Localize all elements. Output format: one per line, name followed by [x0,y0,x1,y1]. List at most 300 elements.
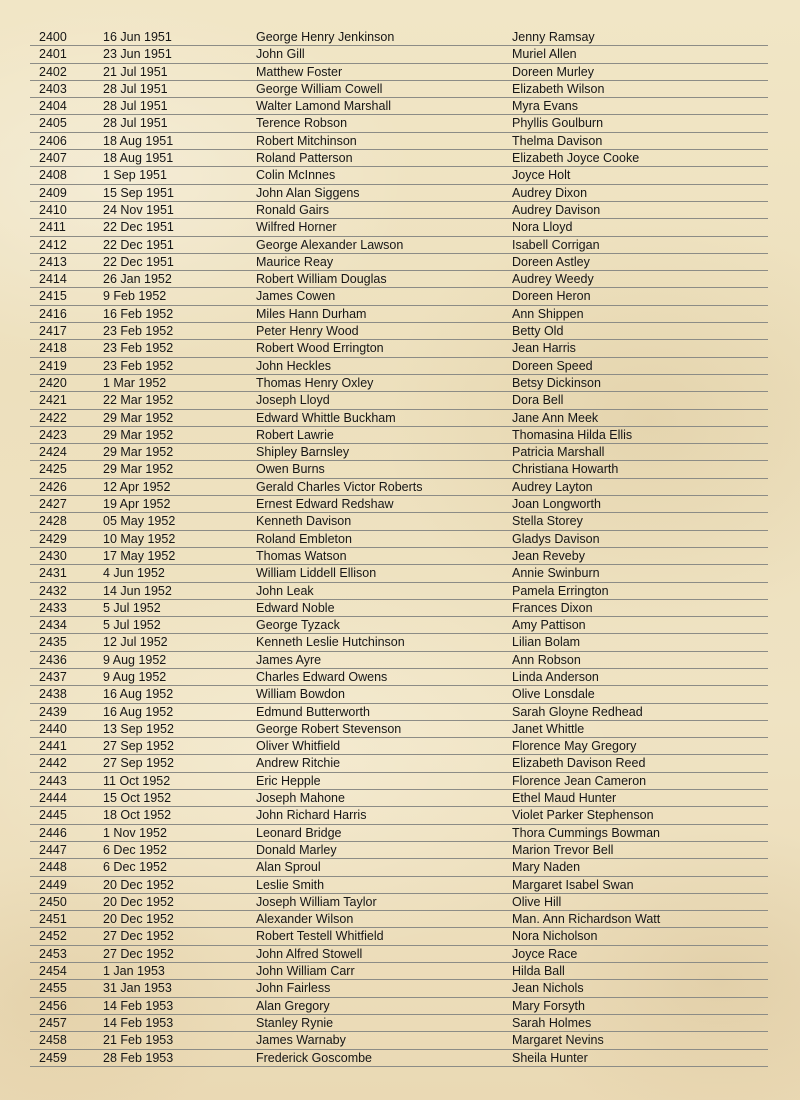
groom-name: Joseph Mahone [256,791,345,806]
groom-name: Robert William Douglas [256,272,387,287]
marriage-date: 19 Apr 1952 [103,497,171,512]
bride-name: Doreen Speed [512,358,593,373]
table-row [30,980,768,997]
groom-name: James Cowen [256,289,336,304]
bride-name: Mary Naden [512,860,581,875]
entry-number: 2404 [39,99,67,114]
marriage-date: 1 Jan 1953 [103,964,165,979]
table-row [30,496,768,513]
bride-name: Nora Lloyd [512,220,573,235]
entry-number: 2403 [39,81,67,96]
marriage-date: 27 Sep 1952 [103,756,174,771]
bride-name: Mary Forsyth [512,998,585,1013]
bride-name: Betty Old [512,324,564,339]
marriage-date: 14 Feb 1953 [103,1015,174,1030]
groom-name: Joseph Lloyd [256,393,330,408]
entry-number: 2416 [39,306,67,321]
groom-name: Shipley Barnsley [256,445,350,460]
groom-name: John Gill [256,47,305,62]
entry-number: 2406 [39,133,67,148]
bride-name: Christiana Howarth [512,462,619,477]
marriage-date: 23 Jun 1951 [103,47,172,62]
table-row [30,634,768,651]
table-row [30,807,768,824]
table-row [30,219,768,236]
groom-name: Ronald Gairs [256,202,329,217]
entry-number: 2457 [39,1015,67,1030]
table-row [30,531,768,548]
marriage-date: 11 Oct 1952 [103,773,171,788]
table-row [30,583,768,600]
groom-name: Miles Hann Durham [256,306,367,321]
entry-number: 2412 [39,237,67,252]
marriage-date: 4 Jun 1952 [103,566,165,581]
bride-name: Audrey Layton [512,479,593,494]
bride-name: Thomasina Hilda Ellis [512,427,633,442]
groom-name: George Tyzack [256,618,340,633]
bride-name: Doreen Astley [512,254,590,269]
groom-name: Kenneth Davison [256,514,352,529]
table-row [30,894,768,911]
marriage-date: 12 Apr 1952 [103,479,171,494]
bride-name: Thora Cummings Bowman [512,825,660,840]
groom-name: Frederick Goscombe [256,1050,373,1065]
bride-name: Jane Ann Meek [512,410,599,425]
groom-name: Terence Robson [256,116,348,131]
bride-name: Florence Jean Cameron [512,773,647,788]
marriage-date: 22 Dec 1951 [103,254,174,269]
bride-name: Audrey Dixon [512,185,588,200]
table-row [30,340,768,357]
bride-name: Ann Shippen [512,306,584,321]
entry-number: 2426 [39,479,67,494]
groom-name: John Alan Siggens [256,185,360,200]
marriage-date: 29 Mar 1952 [103,427,174,442]
entry-number: 2450 [39,894,67,909]
marriage-date: 27 Dec 1952 [103,946,174,961]
groom-name: Colin McInnes [256,168,336,183]
marriage-date: 23 Feb 1952 [103,341,174,356]
entry-number: 2449 [39,877,67,892]
entry-number: 2456 [39,998,67,1013]
marriage-date: 14 Feb 1953 [103,998,174,1013]
entry-number: 2442 [39,756,67,771]
groom-name: John Leak [256,583,314,598]
marriage-date: 31 Jan 1953 [103,981,172,996]
bride-name: Margaret Nevins [512,1033,604,1048]
table-row [30,721,768,738]
marriage-date: 23 Feb 1952 [103,358,174,373]
table-row [30,859,768,876]
groom-name: Oliver Whitfield [256,739,341,754]
groom-name: Walter Lamond Marshall [256,99,392,114]
table-row [30,755,768,772]
entry-number: 2444 [39,791,67,806]
table-row [30,64,768,81]
table-row [30,254,768,271]
bride-name: Janet Whittle [512,721,585,736]
marriage-date: 15 Oct 1952 [103,791,172,806]
bride-name: Jean Nichols [512,981,584,996]
groom-name: George Henry Jenkinson [256,30,395,44]
entry-number: 2431 [39,566,67,581]
bride-name: Betsy Dickinson [512,375,601,390]
groom-name: Donald Marley [256,842,337,857]
entry-number: 2415 [39,289,67,304]
entry-number: 2454 [39,964,67,979]
groom-name: Owen Burns [256,462,325,477]
groom-name: Edward Noble [256,600,335,615]
marriage-date: 28 Jul 1951 [103,99,168,114]
marriage-date: 28 Jul 1951 [103,116,168,131]
bride-name: Olive Hill [512,894,562,909]
marriage-date: 12 Jul 1952 [103,635,168,650]
bride-name: Pamela Errington [512,583,609,598]
bride-name: Violet Parker Stephenson [512,808,654,823]
marriage-date: 28 Jul 1951 [103,81,168,96]
table-row [30,185,768,202]
marriage-date: 17 May 1952 [103,548,176,563]
marriage-date: 05 May 1952 [103,514,176,529]
marriage-date: 29 Mar 1952 [103,410,174,425]
groom-name: Robert Testell Whitfield [256,929,384,944]
entry-number: 2420 [39,375,67,390]
table-row [30,427,768,444]
marriage-date: 15 Sep 1951 [103,185,174,200]
bride-name: Linda Anderson [512,669,599,684]
entry-number: 2405 [39,116,67,131]
table-row [30,358,768,375]
marriage-date: 28 Feb 1953 [103,1050,174,1065]
marriage-date: 27 Dec 1952 [103,929,174,944]
table-row [30,98,768,115]
entry-number: 2407 [39,151,67,166]
groom-name: Thomas Henry Oxley [256,375,374,390]
bride-name: Margaret Isabel Swan [512,877,634,892]
marriage-date: 1 Nov 1952 [103,825,167,840]
groom-name: George William Cowell [256,81,383,96]
marriage-register-table [30,29,768,1067]
entry-number: 2436 [39,652,67,667]
marriage-date: 18 Aug 1951 [103,133,174,148]
entry-number: 2434 [39,618,67,633]
bride-name: Marion Trevor Bell [512,842,614,857]
marriage-date: 23 Feb 1952 [103,324,174,339]
bride-name: Hilda Ball [512,964,565,979]
groom-name: Alexander Wilson [256,912,354,927]
bride-name: Annie Swinburn [512,566,600,581]
table-row [30,410,768,427]
groom-name: Edward Whittle Buckham [256,410,396,425]
entry-number: 2430 [39,548,67,563]
table-row [30,548,768,565]
groom-name: Thomas Watson [256,548,347,563]
marriage-date: 21 Jul 1951 [103,64,168,79]
bride-name: Jenny Ramsay [512,30,595,44]
table-row [30,150,768,167]
entry-number: 2423 [39,427,67,442]
entry-number: 2408 [39,168,67,183]
table-row [30,29,768,46]
marriage-date: 14 Jun 1952 [103,583,172,598]
table-row [30,790,768,807]
entry-number: 2433 [39,600,67,615]
table-row [30,617,768,634]
marriage-date: 20 Dec 1952 [103,912,174,927]
entry-number: 2414 [39,272,67,287]
marriage-date: 6 Dec 1952 [103,860,167,875]
bride-name: Olive Lonsdale [512,687,595,702]
entry-number: 2417 [39,324,67,339]
groom-name: Matthew Foster [256,64,343,79]
groom-name: Gerald Charles Victor Roberts [256,479,423,494]
entry-number: 2401 [39,47,67,62]
entry-number: 2400 [39,30,67,44]
table-row [30,738,768,755]
entry-number: 2445 [39,808,67,823]
groom-name: Andrew Ritchie [256,756,341,771]
groom-name: Edmund Butterworth [256,704,370,719]
groom-name: William Liddell Ellison [256,566,377,581]
entry-number: 2410 [39,202,67,217]
bride-name: Gladys Davison [512,531,600,546]
entry-number: 2419 [39,358,67,373]
marriage-date: 16 Aug 1952 [103,687,174,702]
table-row [30,1015,768,1032]
entry-number: 2429 [39,531,67,546]
table-row [30,1050,768,1067]
bride-name: Stella Storey [512,514,583,529]
marriage-date: 1 Sep 1951 [103,168,167,183]
table-row [30,946,768,963]
bride-name: Sarah Gloyne Redhead [512,704,643,719]
bride-name: Sheila Hunter [512,1050,588,1065]
table-row [30,306,768,323]
table-row [30,461,768,478]
marriage-date: 20 Dec 1952 [103,877,174,892]
bride-name: Frances Dixon [512,600,593,615]
marriage-date: 20 Dec 1952 [103,894,174,909]
bride-name: Myra Evans [512,99,578,114]
entry-number: 2435 [39,635,67,650]
groom-name: John Fairless [256,981,331,996]
entry-number: 2438 [39,687,67,702]
groom-name: John Heckles [256,358,332,373]
entry-number: 2422 [39,410,67,425]
bride-name: Nora Nicholson [512,929,598,944]
entry-number: 2428 [39,514,67,529]
entry-number: 2402 [39,64,67,79]
entry-number: 2455 [39,981,67,996]
table-row [30,323,768,340]
groom-name: Ernest Edward Redshaw [256,497,394,512]
marriage-date: 18 Oct 1952 [103,808,172,823]
groom-name: Joseph William Taylor [256,894,377,909]
groom-name: Alan Gregory [256,998,330,1013]
bride-name: Florence May Gregory [512,739,637,754]
entry-number: 2439 [39,704,67,719]
marriage-date: 1 Mar 1952 [103,375,167,390]
table-row [30,1032,768,1049]
table-row [30,773,768,790]
table-row [30,825,768,842]
groom-name: William Bowdon [256,687,345,702]
bride-name: Thelma Davison [512,133,603,148]
marriage-date: 6 Dec 1952 [103,842,167,857]
bride-name: Doreen Murley [512,64,594,79]
bride-name: Jean Harris [512,341,576,356]
groom-name: George Alexander Lawson [256,237,404,252]
bride-name: Audrey Davison [512,202,601,217]
bride-name: Patricia Marshall [512,445,605,460]
entry-number: 2453 [39,946,67,961]
entry-number: 2424 [39,445,67,460]
bride-name: Ethel Maud Hunter [512,791,617,806]
marriage-date: 16 Aug 1952 [103,704,174,719]
bride-name: Elizabeth Joyce Cooke [512,151,640,166]
marriage-date: 9 Aug 1952 [103,669,167,684]
bride-name: Doreen Heron [512,289,591,304]
entry-number: 2459 [39,1050,67,1065]
bride-name: Lilian Bolam [512,635,581,650]
table-row [30,115,768,132]
entry-number: 2446 [39,825,67,840]
bride-name: Muriel Allen [512,47,577,62]
table-row [30,202,768,219]
table-row [30,375,768,392]
bride-name: Jean Reveby [512,548,585,563]
marriage-date: 27 Sep 1952 [103,739,174,754]
table-row [30,877,768,894]
entry-number: 2443 [39,773,67,788]
bride-name: Elizabeth Wilson [512,81,605,96]
entry-number: 2411 [39,220,66,235]
table-row [30,704,768,721]
entry-number: 2413 [39,254,67,269]
table-row [30,167,768,184]
table-row [30,513,768,530]
groom-name: Maurice Reay [256,254,334,269]
table-row [30,565,768,582]
table-row [30,686,768,703]
groom-name: Kenneth Leslie Hutchinson [256,635,405,650]
entry-number: 2437 [39,669,67,684]
entry-number: 2452 [39,929,67,944]
table-row [30,842,768,859]
groom-name: John Richard Harris [256,808,367,823]
marriage-date: 29 Mar 1952 [103,462,174,477]
table-row [30,271,768,288]
entry-number: 2458 [39,1033,67,1048]
bride-name: Joyce Race [512,946,578,961]
marriage-date: 13 Sep 1952 [103,721,174,736]
bride-name: Phyllis Goulburn [512,116,604,131]
bride-name: Joyce Holt [512,168,571,183]
entry-number: 2421 [39,393,67,408]
marriage-date: 26 Jan 1952 [103,272,172,287]
entry-number: 2451 [39,912,67,927]
entry-number: 2448 [39,860,67,875]
groom-name: James Warnaby [256,1033,346,1048]
marriage-date: 18 Aug 1951 [103,151,174,166]
entry-number: 2409 [39,185,67,200]
bride-name: Audrey Weedy [512,272,594,287]
entry-number: 2425 [39,462,67,477]
table-row [30,392,768,409]
bride-name: Elizabeth Davison Reed [512,756,646,771]
marriage-date: 21 Feb 1953 [103,1033,174,1048]
entry-number: 2447 [39,842,67,857]
bride-name: Amy Pattison [512,618,586,633]
table-row [30,81,768,98]
table-row [30,237,768,254]
table-row [30,600,768,617]
groom-name: Eric Hepple [256,773,321,788]
table-row [30,669,768,686]
groom-name: Robert Mitchinson [256,133,357,148]
table-row [30,911,768,928]
marriage-date: 29 Mar 1952 [103,445,174,460]
table-row [30,652,768,669]
entry-number: 2441 [39,739,67,754]
groom-name: Wilfred Horner [256,220,337,235]
groom-name: Robert Lawrie [256,427,334,442]
table-row [30,479,768,496]
marriage-date: 22 Dec 1951 [103,237,174,252]
groom-name: Leslie Smith [256,877,325,892]
groom-name: Leonard Bridge [256,825,342,840]
bride-name: Man. Ann Richardson Watt [512,912,661,927]
groom-name: George Robert Stevenson [256,721,402,736]
marriage-date: 9 Aug 1952 [103,652,167,667]
table-row [30,46,768,63]
groom-name: Peter Henry Wood [256,324,359,339]
marriage-date: 5 Jul 1952 [103,618,161,633]
groom-name: Alan Sproul [256,860,321,875]
table-row [30,963,768,980]
bride-name: Ann Robson [512,652,581,667]
groom-name: John William Carr [256,964,355,979]
entry-number: 2440 [39,721,67,736]
marriage-date: 22 Mar 1952 [103,393,174,408]
groom-name: John Alfred Stowell [256,946,363,961]
entry-number: 2432 [39,583,67,598]
bride-name: Sarah Holmes [512,1015,592,1030]
table-row [30,288,768,305]
bride-name: Isabell Corrigan [512,237,600,252]
groom-name: Stanley Rynie [256,1015,334,1030]
marriage-date: 16 Jun 1951 [103,30,172,44]
table-row [30,928,768,945]
table-row [30,444,768,461]
entry-number: 2418 [39,341,67,356]
marriage-date: 16 Feb 1952 [103,306,174,321]
groom-name: Robert Wood Errington [256,341,384,356]
marriage-date: 5 Jul 1952 [103,600,161,615]
marriage-date: 24 Nov 1951 [103,202,174,217]
table-row [30,133,768,150]
bride-name: Joan Longworth [512,497,601,512]
bride-name: Dora Bell [512,393,564,408]
groom-name: Roland Patterson [256,151,353,166]
marriage-date: 10 May 1952 [103,531,176,546]
table-row [30,998,768,1015]
entry-number: 2427 [39,497,67,512]
groom-name: James Ayre [256,652,322,667]
groom-name: Roland Embleton [256,531,352,546]
marriage-date: 22 Dec 1951 [103,220,174,235]
marriage-date: 9 Feb 1952 [103,289,167,304]
